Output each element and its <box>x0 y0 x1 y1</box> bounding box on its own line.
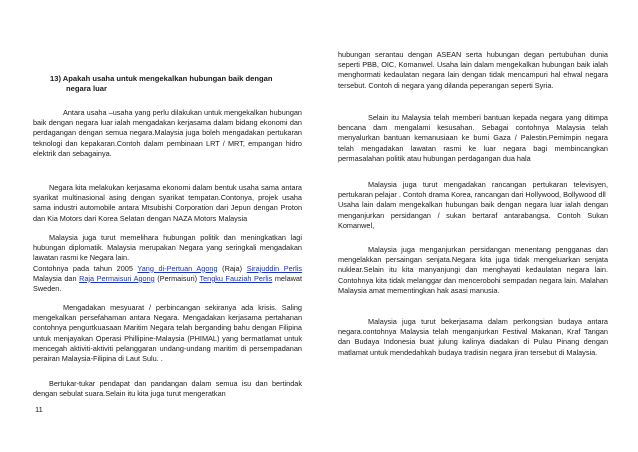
right-paragraph-2: Selain itu Malaysia telah memberi bantuan kepada negara yang ditimpa bencana dam mengalami kesusahan. Sebagai contohnya Malaysia telah menyalurkan bantuan kemanusiaan ke bumi Gaza / Palestin.Pemimpin negara telah mengadakan lawatan rasmi ke luar negara bagi membincangkan permasalahan politik atau hubungan perdagangan dua hala <box>338 113 608 163</box>
page-number: 11 <box>35 405 43 414</box>
left-paragraph-3: Malaysia juga turut memelihara hubungan politik dan meningkatkan lagi hubungan diplomatik. Malaysia merupakan Negara yang seringkali mengadakan lawatan rasmi ke Negara lain. <box>33 233 302 263</box>
left-paragraph-3b: Contohnya pada tahun 2005 Yang di-Pertuan Agong (Raja) Sirajuddin Perlis Malaysia dan Raja Permaisuri Agong (Permaisuri) Tengku Fauziah Perlis melawat Sweden. <box>33 263 303 294</box>
right-paragraph-5: Malaysia juga menganjurkan persidangan menentang pengganas dan mengelakkan persaingan senjata.Negara kita juga tidak mengeluarkan senjata nuklear.Selain itu kita manyanjungi dan menghayati kedaulatan negara lain. Contohnya kita tidak melanggar dan mencerobohi sempadan negara lain. Malahan Malaysia amat mementingkan hak asasi manusia. <box>338 245 608 295</box>
left-paragraph-1: Antara usaha –usaha yang perlu dilakukan untuk mengekalkan hubungan baik dengan negara luar ialah mengadakan kerjasama dalam bidang ekonomi dan perdagangan dengan semua negara.Malaysia juga boleh mengadakan pertukaran teknologi dan kepakaran.Contoh dalam pembinaan LRT / MRT, empangan hidro elektrik dan sebagainya. <box>33 108 302 158</box>
link-raja-permaisuri-agong[interactable]: Raja Permaisuri Agong <box>79 273 155 283</box>
right-paragraph-4: Usaha lain dalam mengekalkan hubungan baik dengan negara luar ialah dengan menganjurkan persidangan / sukan bertaraf antarabangsa. Contoh Sukan Komanwel, <box>338 200 608 230</box>
link-yang-di-pertuan-agong[interactable]: Yang di-Pertuan Agong <box>137 263 218 273</box>
left-paragraph-4: Mengadakan mesyuarat / perbincangan sekiranya ada krisis. Saling mengekalkan persefahaman antara Negara. Mengadakan kerjasama pertahanan contohnya pengurtkuasaan Maritim Negara telah berganding bahu dengan Filipina untuk menjayakan Operasi Phillipine-Malaysia (PHIMAL) yang bermatlamat untuk mencegah aktiviti-aktiviti pelanggaran undang-undang maritim di persempadanan perairan Malaysia-Filipina di Laut Sulu. . <box>33 303 302 364</box>
left-paragraph-2: Negara kita melakukan kerjasama ekonomi dalam bentuk usaha sama antara syarikat multinasional asing dengan syarikat tempatan.Contonya, projek usaha sama industri automobile antara Mtsubishi Corporation dari Jepun dengan Proton dan Kia Motors dari Korea Selatan dengan NAZA Motors Malaysia <box>33 183 302 223</box>
link-tengku-fauziah-perlis[interactable]: Tengku Fauziah Perlis <box>199 273 273 283</box>
left-paragraph-5: Bertukar-tukar pendapat dan pandangan dalam semua isu dan bertindak dengan sebulat suara.Selain itu kita juga turut mengeratkan <box>33 379 302 399</box>
right-paragraph-3: Malaysia juga turut mengadakan rancangan pertukaran televisyen, pertukaran pelajar . Contoh drama Korea, rancangan dari Hollywood, Bollywood dll <box>338 180 608 200</box>
heading-line-1: 13) Apakah usaha untuk mengekalkan hubungan baik dengan <box>50 74 273 83</box>
link-sirajuddin-perlis[interactable]: Sirajuddin Perlis <box>246 263 303 273</box>
heading-line-2: negara luar <box>66 84 107 94</box>
question-heading <box>50 74 300 95</box>
right-paragraph-6: Malaysia juga turut bekerjasama dalam perkongsian budaya antara negara.contohnya Malaysia telah menganjurkan Festival Makanan, Kraf Tangan dan Budaya Indonesia buat julung kalinya diadakan di Pulau Pinang dengan matlamat untuk mendedahkah budaya tradisin negara jiran tersebut di Malaysia. <box>338 317 608 357</box>
right-paragraph-1: hubungan serantau dengan ASEAN serta hubungan degan pertubuhan dunia seperti PBB, OIC, Komanwel. Usaha lain dalam mengekalkan hubungan baik ialah menghormati kedaulatan negara lain dengan tidak mencampuri hal ehwal negara tersebut. Contoh di negara yang dilanda peperangan seperti Syria. <box>338 50 608 90</box>
